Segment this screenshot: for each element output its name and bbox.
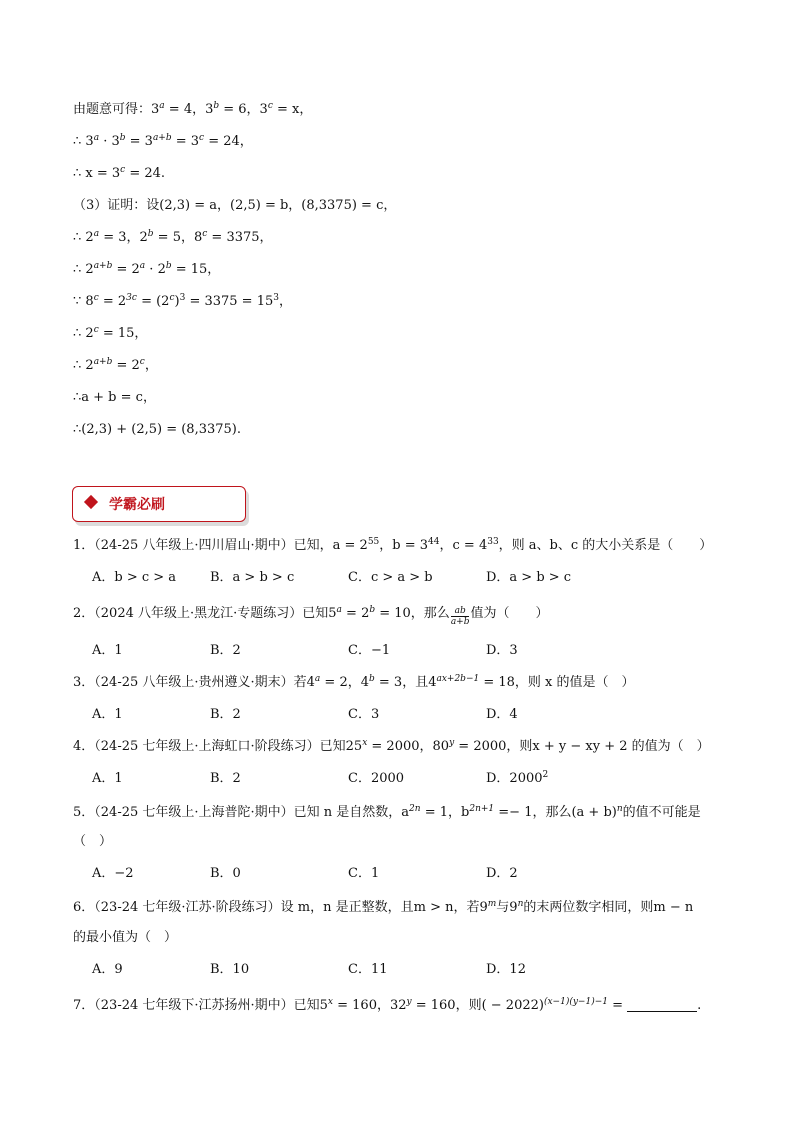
text: = 24， [204, 134, 253, 149]
text: =− 1，那么(a + b) [494, 805, 617, 820]
solution-line-6 [73, 260, 220, 280]
diamond-icon [84, 495, 98, 509]
text: 3．（24-25 八年级上·贵州遵义·期末）若4 [73, 675, 315, 690]
exponent: c [93, 325, 99, 335]
exponent: c [199, 133, 205, 143]
option-d[interactable]: D．a > b > c [486, 570, 572, 585]
text: ， [144, 358, 158, 373]
option-d-text: D．2000 [486, 771, 543, 786]
exponent: x [362, 738, 368, 748]
text: 2．（2024 八年级上·黑龙江·专题练习）已知5 [73, 606, 337, 621]
exponent: b [369, 605, 376, 615]
text: = 3 [171, 134, 200, 149]
exponent: n [517, 899, 524, 909]
option-b[interactable]: B．10 [210, 962, 250, 977]
exponent: a [314, 674, 321, 684]
text: = [607, 998, 628, 1013]
option-b[interactable]: B．2 [210, 707, 241, 722]
exponent: a [336, 605, 342, 615]
text: = 2 [341, 606, 370, 621]
exponent: 3c [126, 293, 137, 303]
question-6-continued: 的最小值为（ ） [73, 930, 178, 945]
text: = 3375， [207, 230, 273, 245]
exponent: c [139, 357, 145, 367]
text: = 1，b [420, 805, 470, 820]
option-a[interactable]: A．−2 [92, 866, 134, 881]
exponent: b [213, 101, 220, 111]
solution-line-5 [73, 228, 273, 248]
solution-line-3 [73, 164, 165, 184]
question-3 [73, 673, 635, 693]
text: ∴ 2 [73, 262, 94, 277]
text: = 3375 = 15 [185, 294, 274, 309]
option-d[interactable]: D．3 [486, 643, 518, 658]
answer-blank[interactable] [627, 997, 697, 1012]
exponent: 2n+1 [469, 804, 495, 814]
text: = 10，那么 [375, 606, 450, 621]
text: = 5，8 [153, 230, 203, 245]
option-c[interactable]: C．c > a > b [348, 570, 433, 585]
exponent: 2n [409, 804, 421, 814]
exponent: a+b [93, 261, 113, 271]
text: 4．（24-25 七年级上·上海虹口·阶段练习）已知25 [73, 739, 363, 754]
text: ，b = 3 [379, 538, 429, 553]
option-b[interactable]: B．0 [210, 866, 241, 881]
exponent: x [327, 997, 333, 1007]
text: 6．（23-24 七年级·江苏·阶段练习）设 m，n 是正整数，且m > n，若9 [73, 900, 488, 915]
text: = 2000，则x + y − xy + 2 的值为（ ） [454, 739, 710, 754]
text: 值为（ ） [470, 606, 549, 621]
text: = 15， [171, 262, 221, 277]
option-d[interactable]: D．2 [486, 866, 518, 881]
option-b[interactable]: B．2 [210, 771, 241, 786]
solution-line-8 [73, 324, 147, 344]
exponent: c [93, 293, 99, 303]
text: = 2000，80 [367, 739, 450, 754]
text: 的末两位数字相同，则m − n [523, 900, 694, 915]
text: ∴ 2 [73, 230, 94, 245]
option-c[interactable]: C．3 [348, 707, 380, 722]
text: = 18，则 x 的值是（ ） [479, 675, 635, 690]
exponent: b [147, 229, 154, 239]
text: = 2，4 [320, 675, 369, 690]
exponent: 44 [428, 537, 440, 547]
option-a[interactable]: A．1 [92, 643, 123, 658]
question-6 [73, 898, 693, 918]
question-4 [73, 737, 710, 757]
text: ，则 a、b、c 的大小关系是（ ） [498, 538, 713, 553]
exponent: c [202, 229, 208, 239]
exponent: y [449, 738, 455, 748]
exponent: c [120, 165, 126, 175]
exponent: m [487, 899, 497, 909]
solution-line-4: （3）证明：设(2,3) = a，(2,5) = b，(8,3375) = c， [73, 198, 397, 213]
solution-line-1 [73, 100, 312, 120]
option-d[interactable]: D．12 [486, 962, 526, 977]
exponent: b [119, 133, 126, 143]
exponent: c [169, 293, 175, 303]
exponent: a [93, 229, 100, 239]
option-c[interactable]: C．11 [348, 962, 388, 977]
exponent: a+b [93, 357, 113, 367]
option-a[interactable]: A．1 [92, 707, 123, 722]
exponent: ax+2b−1 [436, 674, 480, 684]
text: = 6，3 [219, 102, 268, 117]
exponent: 33 [487, 537, 499, 547]
solution-line-11: ∴(2,3) + (2,5) = (8,3375). [73, 422, 241, 437]
question-2 [73, 604, 549, 627]
text: ∵ 8 [73, 294, 94, 309]
exponent: 3 [273, 293, 279, 303]
text: = 2 [112, 358, 140, 373]
exponent: 2 [542, 770, 549, 780]
text: 1．（24-25 八年级上·四川眉山·期中）已知，a = 2 [73, 538, 368, 553]
text: ，c = 4 [439, 538, 488, 553]
option-b[interactable]: B．2 [210, 643, 241, 658]
question-7 [73, 996, 701, 1016]
text: 7．（23-24 七年级下·江苏扬州·期中）已知5 [73, 998, 328, 1013]
text: . [697, 998, 702, 1013]
fraction-denominator: a+b [450, 617, 470, 627]
text: ， [279, 294, 293, 309]
text: = 2 [98, 294, 127, 309]
option-d[interactable] [486, 769, 548, 789]
exponent: y [406, 997, 412, 1007]
text: = 3 [125, 134, 153, 149]
text: ∴ x = 3 [73, 166, 121, 181]
exponent: (x−1)(y−1)−1 [543, 997, 608, 1007]
question-1 [73, 536, 712, 556]
solution-line-10: ∴a + b = c， [73, 390, 156, 405]
text: = (2 [136, 294, 170, 309]
text: 与9 [496, 900, 518, 915]
question-5-continued: （ ） [73, 834, 113, 849]
text: = 160，32 [333, 998, 407, 1013]
text: ∴ 2 [73, 358, 94, 373]
exponent: b [369, 674, 375, 684]
option-b[interactable]: B．a > b > c [210, 570, 295, 585]
fraction [451, 606, 470, 627]
text: 由题意可得：3 [73, 102, 160, 117]
text: = 24. [125, 166, 166, 181]
text: = 3，2 [99, 230, 148, 245]
text: = x， [272, 102, 313, 117]
text: · 2 [145, 262, 166, 277]
text: = 2 [112, 262, 140, 277]
option-c[interactable]: C．1 [348, 866, 380, 881]
option-c[interactable]: C．−1 [348, 643, 391, 658]
text: · 3 [99, 134, 120, 149]
option-c[interactable]: C．2000 [348, 771, 405, 786]
exponent: a [139, 261, 146, 271]
section-title: 学霸必刷 [109, 497, 165, 513]
text: ∴ 2 [73, 326, 94, 341]
option-a[interactable]: A．1 [92, 771, 123, 786]
exponent: n [616, 804, 623, 814]
text: 的值不可能是 [622, 805, 701, 820]
option-a[interactable]: A．9 [92, 962, 123, 977]
option-d[interactable]: D．4 [486, 707, 518, 722]
solution-line-2 [73, 132, 253, 152]
exponent: 55 [367, 537, 380, 547]
text: ) [174, 294, 180, 309]
exponent: c [267, 101, 273, 111]
text: ∴ 3 [73, 134, 94, 149]
solution-line-7 [73, 292, 292, 312]
exponent: b [165, 261, 172, 271]
text: = 3，且4 [374, 675, 437, 690]
text: 5．（24-25 七年级上·上海普陀·期中）已知 n 是自然数，a [73, 805, 410, 820]
section-header [72, 486, 246, 522]
text: = 15， [98, 326, 148, 341]
exponent: a [93, 133, 100, 143]
exponent: a+b [152, 133, 172, 143]
text: = 160，则( − 2022) [411, 998, 544, 1013]
fraction-numerator: ab [451, 606, 470, 617]
question-5 [73, 803, 701, 823]
exponent: 3 [179, 293, 186, 303]
exponent: a [159, 101, 165, 111]
option-a[interactable]: A．b > c > a [92, 570, 177, 585]
solution-line-9 [73, 356, 158, 376]
text: = 4，3 [164, 102, 214, 117]
